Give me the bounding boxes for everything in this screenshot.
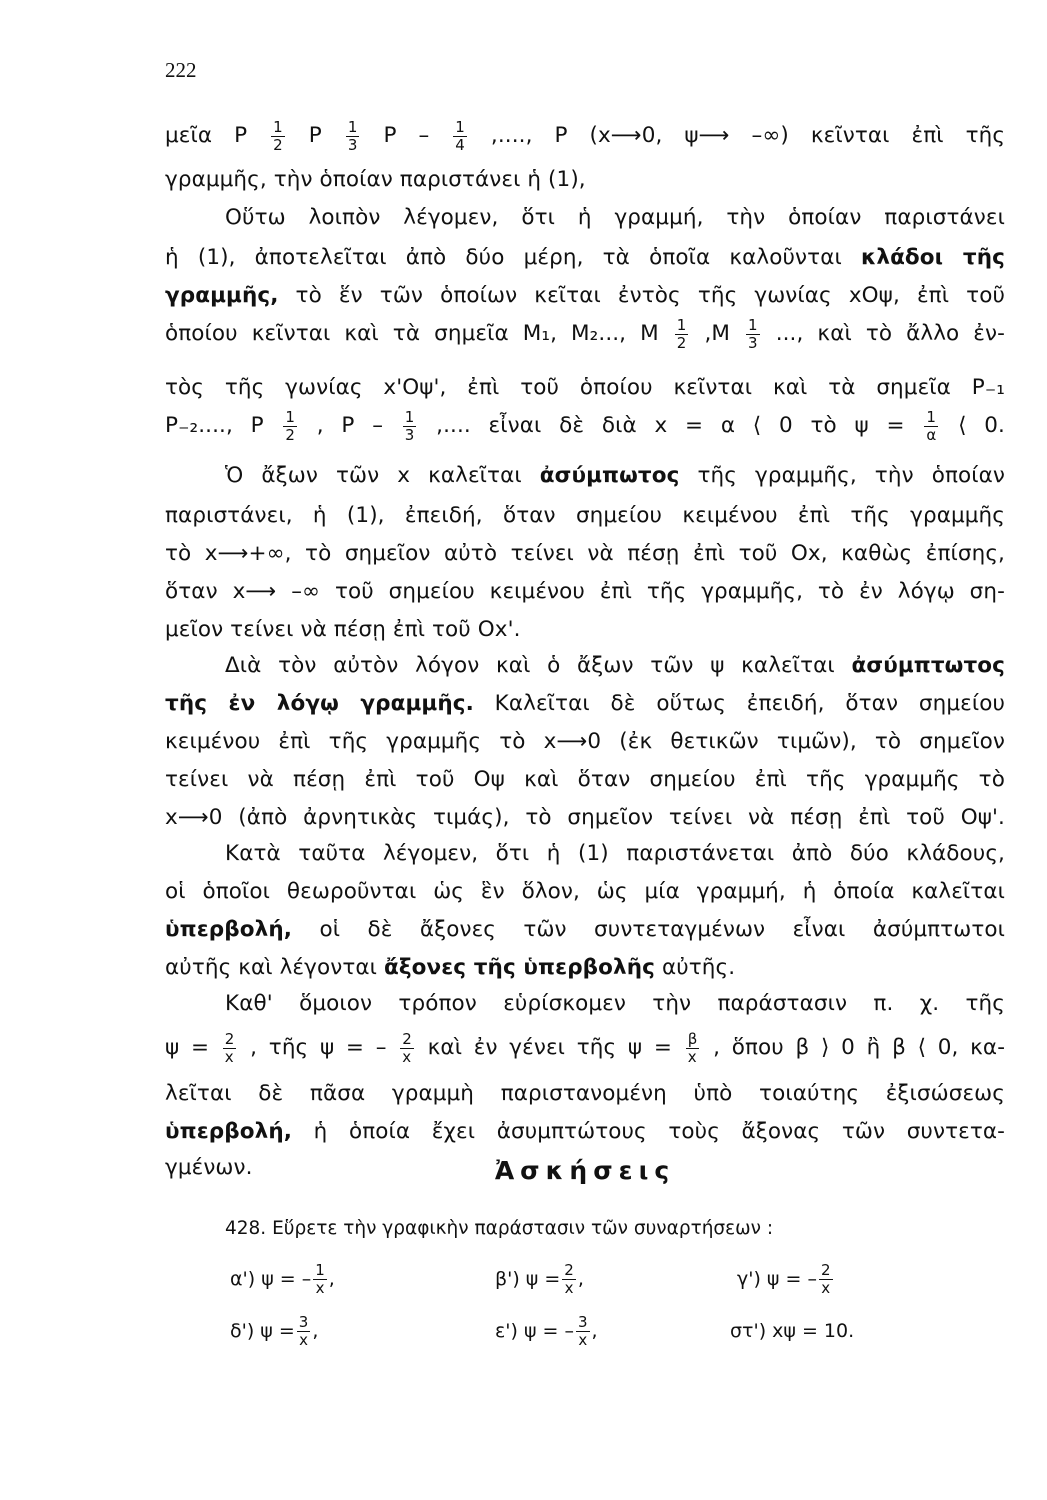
- bold-term: τῆς ἐν λόγῳ γραμμῆς.: [165, 691, 474, 716]
- section-title: Ἀσκήσεις: [494, 1156, 676, 1185]
- text-line: γμένων.: [165, 1155, 253, 1180]
- page-number: 222: [165, 58, 197, 82]
- fraction: $\frac{2}{x}$: [224, 1029, 235, 1066]
- fraction: $\frac{1}{2}$: [285, 407, 296, 444]
- text-line: [165, 910, 1005, 950]
- text-span: ,.... εἶναι δὲ διὰ x = α ⟨ 0 τὸ ψ =: [436, 413, 905, 438]
- bold-term: ὑπερβολή,: [165, 1119, 293, 1144]
- text-line: [165, 1028, 1005, 1068]
- text-span: P₋₂...., P: [165, 413, 264, 438]
- bold-term: ἄξονες τῆς ὑπερβολῆς: [383, 955, 655, 980]
- text-span: P: [308, 123, 322, 148]
- text-line: Οὕτω λοιπὸν λέγομεν, ὅτι ἡ γραμμή, τὴν ὁποίαν παριστάνει: [225, 205, 1005, 230]
- fraction: $\frac{1}{\alpha}$: [926, 407, 937, 444]
- text-span: ..., καὶ τὸ ἄλλο ἐν-: [775, 321, 1005, 346]
- fraction: $\frac{1}{2}$: [273, 117, 283, 154]
- text-span: ἡ ὁποία ἔχει ἀσυμπτώτους τοὺς ἄξονας τῶν συντετα-: [313, 1119, 1006, 1144]
- fraction: $\frac{2}{x}$: [402, 1029, 412, 1066]
- fraction: $\frac{1}{3}$: [404, 407, 415, 444]
- text-line: ὅταν x⟶ –∞ τοῦ σημείου κειμένου ἐπὶ τῆς γραμμῆς, τὸ ἐν λόγῳ ση-: [165, 579, 1005, 604]
- text-span: Ὁ ἄξων τῶν x καλεῖται: [225, 463, 522, 488]
- text-span: , τῆς ψ = –: [250, 1035, 387, 1060]
- text-line: [165, 116, 1005, 156]
- text-span: , ὅπου β ⟩ 0 ἢ β ⟨ 0, κα-: [713, 1035, 1006, 1060]
- fraction: $\frac{1}{4}$: [455, 117, 465, 154]
- text-line: παριστάνει, ἡ (1), ἐπειδή, ὅταν σημείου κειμένου ἐπὶ τῆς γραμμῆς: [165, 503, 1005, 528]
- text-span: μεῖα P: [165, 123, 248, 148]
- text-span: αὐτῆς.: [661, 955, 736, 980]
- text-line: Καθ' ὅμοιον τρόπον εὑρίσκομεν τὴν παράστασιν π. χ. τῆς: [225, 991, 1005, 1016]
- text-span: ψ =: [165, 1035, 210, 1060]
- text-line: x⟶0 (ἀπὸ ἀρνητικὰς τιμάς), τὸ σημεῖον τείνει νὰ πέσῃ ἐπὶ τοῦ Oψ'.: [165, 805, 1005, 830]
- exercise-heading: 428. Εὕρετε τὴν γραφικὴν παράστασιν τῶν συναρτήσεων :: [225, 1218, 774, 1239]
- bold-term: ἀσύμπτωτος: [851, 653, 1005, 678]
- text-line: λεῖται δὲ πᾶσα γραμμὴ παριστανομένη ὑπὸ τοιαύτης ἐξισώσεως: [165, 1081, 1005, 1106]
- bold-term: γραμμῆς,: [165, 283, 279, 308]
- text-span: τὸ ἕν τῶν ὁποίων κεῖται ἐντὸς τῆς γωνίας xOψ, ἐπὶ τοῦ: [295, 283, 1005, 308]
- text-line: [165, 276, 1005, 316]
- text-line: γραμμῆς, τὴν ὁποίαν παριστάνει ἡ (1),: [165, 167, 586, 192]
- bold-term: ὑπερβολή,: [165, 917, 293, 942]
- text-span: ⟨ 0.: [958, 413, 1005, 438]
- text-span: ὁποίου κεῖνται καὶ τὰ σημεῖα M₁, M₂..., M: [165, 321, 659, 346]
- text-span: Διὰ τὸν αὐτὸν λόγον καὶ ὁ ἄξων τῶν ψ καλεῖται: [225, 653, 835, 678]
- text-line: [165, 948, 1005, 988]
- text-line: [225, 646, 1005, 686]
- exercise-item: στ') xψ = 10.: [730, 1320, 855, 1342]
- text-span: ἡ (1), ἀποτελεῖται ἀπὸ δύο μέρη, τὰ ὁποῖα καλοῦνται: [165, 245, 842, 270]
- exercise-item: ε') ψ = – $\frac{3}{x}$ ,: [495, 1313, 598, 1349]
- fraction: $\frac{1}{2}$: [676, 315, 687, 352]
- text-line: [225, 456, 1005, 496]
- text-line: οἱ ὁποῖοι θεωροῦνται ὡς ἓν ὅλον, ὡς μία γραμμή, ἡ ὁποία καλεῖται: [165, 879, 1005, 904]
- text-line: τὸ x⟶+∞, τὸ σημεῖον αὐτὸ τείνει νὰ πέσῃ ἐπὶ τοῦ Ox, καθὼς ἐπίσης,: [165, 541, 1005, 566]
- text-span: ,...., P (x⟶0, ψ⟶ –∞) κεῖνται ἐπὶ τῆς: [490, 123, 1006, 148]
- text-line: Κατὰ ταῦτα λέγομεν, ὅτι ἡ (1) παριστάνεται ἀπὸ δύο κλάδους,: [225, 841, 1005, 866]
- exercise-item: δ') ψ = $\frac{3}{x}$ ,: [230, 1313, 319, 1349]
- exercise-item: γ') ψ = – $\frac{2}{x}$: [737, 1261, 831, 1297]
- text-span: αὐτῆς καὶ λέγονται: [165, 955, 378, 980]
- fraction: $\frac{1}{3}$: [748, 315, 758, 352]
- text-line: [165, 406, 1005, 446]
- text-span: P –: [383, 123, 430, 148]
- bold-term: κλάδοι τῆς: [860, 245, 1006, 270]
- text-line: μεῖον τείνει νὰ πέσῃ ἐπὶ τοῦ Ox'.: [165, 617, 521, 642]
- exercise-item: β') ψ = $\frac{2}{x}$ ,: [495, 1261, 584, 1297]
- fraction: $\frac{\beta}{x}$: [687, 1029, 698, 1066]
- text-line: τὸς τῆς γωνίας x'Oψ', ἐπὶ τοῦ ὁποίου κεῖνται καὶ τὰ σημεῖα P₋₁: [165, 375, 1005, 400]
- text-span: οἱ δὲ ἄξονες τῶν συντεταγμένων εἶναι ἀσύμπτωτοι: [319, 917, 1005, 942]
- text-span: ,M: [704, 321, 731, 346]
- text-line: τείνει νὰ πέσῃ ἐπὶ τοῦ Oψ καὶ ὅταν σημείου ἐπὶ τῆς γραμμῆς τὸ: [165, 767, 1005, 792]
- text-line: κειμένου ἐπὶ τῆς γραμμῆς τὸ x⟶0 (ἐκ θετικῶν τιμῶν), τὸ σημεῖον: [165, 729, 1005, 754]
- text-span: τῆς γραμμῆς, τὴν ὁποίαν: [697, 463, 1006, 488]
- text-span: Καλεῖται δὲ οὕτως ἐπειδή, ὅταν σημείου: [494, 691, 1005, 716]
- text-span: καὶ ἐν γένει τῆς ψ =: [427, 1035, 672, 1060]
- text-line: [165, 684, 1005, 724]
- text-line: [165, 1112, 1005, 1152]
- fraction: $\frac{1}{3}$: [347, 117, 358, 154]
- text-span: , P –: [316, 413, 384, 438]
- text-line: [165, 314, 1005, 354]
- exercise-item: α') ψ = – $\frac{1}{x}$ ,: [230, 1261, 335, 1297]
- text-line: [165, 238, 1005, 278]
- bold-term: ἀσύμπωτος: [539, 463, 680, 488]
